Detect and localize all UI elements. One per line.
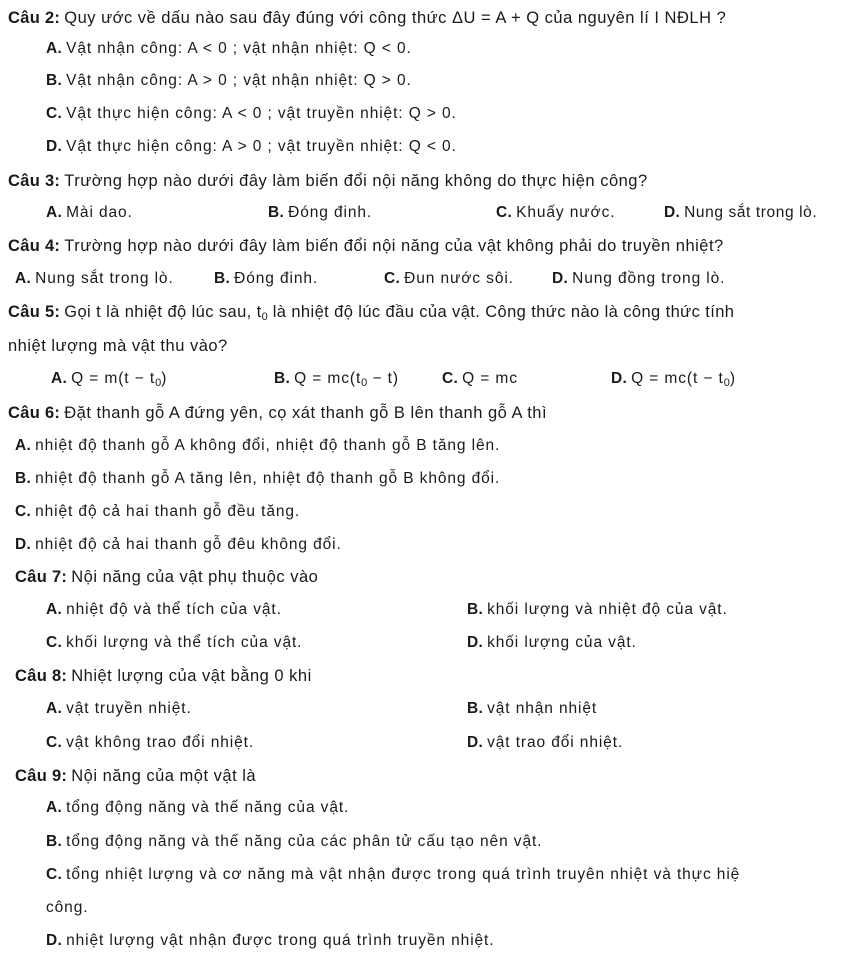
formula: Q = mc(t − t <box>631 370 724 387</box>
option-label: D. <box>611 370 628 387</box>
question-5-text-cont: là nhiệt độ lúc đầu của vật. Công thức nào là công thức tính <box>267 303 735 321</box>
option-text: nhiệt độ thanh gỗ A tăng lên, nhiệt độ thanh gỗ B không đổi. <box>35 470 501 487</box>
option-label: C. <box>15 503 32 520</box>
option-label: B. <box>46 72 63 89</box>
subscript: 0 <box>261 311 268 323</box>
q5-option-b <box>274 369 399 393</box>
option-text: Vật thực hiện công: A < 0 ; vật truyền nhiệt: Q > 0. <box>66 105 457 122</box>
option-label: A. <box>46 601 63 618</box>
question-7 <box>15 567 318 587</box>
q8-option-a <box>46 699 192 719</box>
option-text: Nung sắt trong lò. <box>684 204 818 221</box>
question-8-number: Câu 8: <box>15 667 68 685</box>
question-2-text: Quy ước về dấu nào sau đây đúng với công thức ΔU = A + Q của nguyên lí I NĐLH ? <box>64 9 727 27</box>
option-label: C. <box>46 734 63 751</box>
question-9 <box>15 766 256 786</box>
option-text: vật trao đổi nhiệt. <box>487 734 624 751</box>
q5-option-d <box>611 369 736 393</box>
formula: Q = m(t − t <box>71 370 156 387</box>
option-label: A. <box>15 437 32 454</box>
q7-option-d <box>467 633 637 653</box>
q2-option-c <box>46 104 457 124</box>
option-label: B. <box>467 700 484 717</box>
question-5 <box>8 302 734 327</box>
option-text: tổng động năng và thế năng của vật. <box>66 799 350 816</box>
question-7-number: Câu 7: <box>15 568 68 586</box>
option-label: B. <box>274 370 291 387</box>
question-3 <box>8 171 648 191</box>
formula: Q = mc(t <box>294 370 362 387</box>
option-label: A. <box>46 204 63 221</box>
option-label: A. <box>46 799 63 816</box>
question-2-number: Câu 2: <box>8 9 61 27</box>
q9-option-b <box>46 832 542 852</box>
option-label: C. <box>496 204 513 221</box>
q2-option-a <box>46 39 412 59</box>
option-text: nhiệt độ cả hai thanh gỗ đêu không đổi. <box>35 536 342 553</box>
option-label: C. <box>442 370 459 387</box>
option-label: D. <box>552 270 569 287</box>
q4-option-d <box>552 269 725 289</box>
q3-option-d <box>664 203 817 223</box>
formula: Q = mc <box>462 370 518 387</box>
q6-option-d <box>15 535 342 555</box>
option-label: B. <box>268 204 285 221</box>
q7-option-c <box>46 633 302 653</box>
question-5-text: Gọi t là nhiệt độ lúc sau, t <box>64 303 262 321</box>
option-text: khối lượng và nhiệt độ của vật. <box>487 601 728 618</box>
option-text: vật nhận nhiệt <box>487 700 598 717</box>
option-label: D. <box>467 634 484 651</box>
option-label: B. <box>214 270 231 287</box>
option-text: Đóng đinh. <box>288 204 373 221</box>
q7-option-a <box>46 600 282 620</box>
formula-end: − t) <box>367 370 399 387</box>
formula-end: ) <box>161 370 168 387</box>
option-text: khối lượng của vật. <box>487 634 637 651</box>
option-label: B. <box>15 470 32 487</box>
q8-option-b <box>467 699 597 719</box>
q4-option-c <box>384 269 514 289</box>
q4-option-a <box>15 269 174 289</box>
q9-option-d <box>46 931 494 951</box>
q5-option-c <box>442 369 518 389</box>
option-text: Vật nhận công: A > 0 ; vật nhận nhiệt: Q > 0. <box>66 72 412 89</box>
option-text: Đun nước sôi. <box>404 270 514 287</box>
option-text: Vật nhận công: A < 0 ; vật nhận nhiệt: Q < 0. <box>66 40 412 57</box>
option-text: Vật thực hiện công: A > 0 ; vật truyền nhiệt: Q < 0. <box>66 138 457 155</box>
q7-option-b <box>467 600 728 620</box>
option-label: A. <box>15 270 32 287</box>
option-text: Mài dao. <box>66 204 133 221</box>
question-3-number: Câu 3: <box>8 172 61 190</box>
formula-end: ) <box>729 370 736 387</box>
option-label: D. <box>664 204 681 221</box>
option-label: C. <box>46 866 63 883</box>
q3-option-a <box>46 203 133 223</box>
question-4-text: Trường hợp nào dưới đây làm biến đổi nội năng của vật không phải do truyền nhiệt? <box>64 237 724 255</box>
option-label: B. <box>46 833 63 850</box>
option-text: vật truyền nhiệt. <box>66 700 192 717</box>
question-8-text: Nhiệt lượng của vật bằng 0 khi <box>71 667 312 685</box>
question-6 <box>8 403 547 423</box>
option-text: tổng nhiệt lượng và cơ năng mà vật nhận được trong quá trình truyên nhiệt và thực hiệ <box>66 866 741 883</box>
option-text: Nung đồng trong lò. <box>572 270 726 287</box>
option-text: Đóng đinh. <box>234 270 319 287</box>
question-8 <box>15 666 312 686</box>
option-label: B. <box>467 601 484 618</box>
option-text: nhiệt lượng vật nhận được trong quá trình truyền nhiệt. <box>66 932 495 949</box>
question-7-text: Nội năng của vật phụ thuộc vào <box>71 568 319 586</box>
option-text: khối lượng và thể tích của vật. <box>66 634 303 651</box>
question-5-line2: nhiệt lượng mà vật thu vào? <box>8 337 228 355</box>
option-label: D. <box>46 138 63 155</box>
option-label: A. <box>46 700 63 717</box>
option-label: C. <box>46 634 63 651</box>
q3-option-c <box>496 203 615 223</box>
option-text: Nung sắt trong lò. <box>35 270 174 287</box>
question-9-text: Nội năng của một vật là <box>71 767 257 785</box>
option-label: D. <box>467 734 484 751</box>
option-text: Khuấy nước. <box>516 204 616 221</box>
q2-option-d <box>46 137 457 157</box>
q6-option-c <box>15 502 300 522</box>
option-text: tổng động năng và thế năng của các phân tử cấu tạo nên vật. <box>66 833 543 850</box>
option-label: A. <box>51 370 68 387</box>
option-text: nhiệt độ cả hai thanh gỗ đều tăng. <box>35 503 301 520</box>
q9-option-c-cont: công. <box>46 899 89 916</box>
question-5-number: Câu 5: <box>8 303 61 321</box>
subscript: 0 <box>155 377 162 389</box>
q6-option-b <box>15 469 500 489</box>
question-4 <box>8 236 724 256</box>
q3-option-b <box>268 203 372 223</box>
option-label: D. <box>15 536 32 553</box>
option-text: nhiệt độ và thể tích của vật. <box>66 601 282 618</box>
q8-option-d <box>467 733 623 753</box>
q6-option-a <box>15 436 500 456</box>
q5-option-a <box>51 369 167 393</box>
option-label: C. <box>384 270 401 287</box>
option-label: A. <box>46 40 63 57</box>
question-6-text: Đặt thanh gỗ A đứng yên, cọ xát thanh gỗ B lên thanh gỗ A thì <box>64 404 548 422</box>
question-3-text: Trường hợp nào dưới đây làm biến đổi nội năng không do thực hiện công? <box>64 172 648 190</box>
subscript: 0 <box>723 377 730 389</box>
q4-option-b <box>214 269 318 289</box>
q9-option-c <box>46 865 852 885</box>
option-text: nhiệt độ thanh gỗ A không đổi, nhiệt độ thanh gỗ B tăng lên. <box>35 437 501 454</box>
q9-option-a <box>46 798 349 818</box>
option-text: vật không trao đổi nhiệt. <box>66 734 255 751</box>
option-label: C. <box>46 105 63 122</box>
q8-option-c <box>46 733 254 753</box>
question-6-number: Câu 6: <box>8 404 61 422</box>
subscript: 0 <box>361 377 368 389</box>
option-label: D. <box>46 932 63 949</box>
question-2 <box>8 8 726 28</box>
question-9-number: Câu 9: <box>15 767 68 785</box>
question-4-number: Câu 4: <box>8 237 61 255</box>
q2-option-b <box>46 71 412 91</box>
